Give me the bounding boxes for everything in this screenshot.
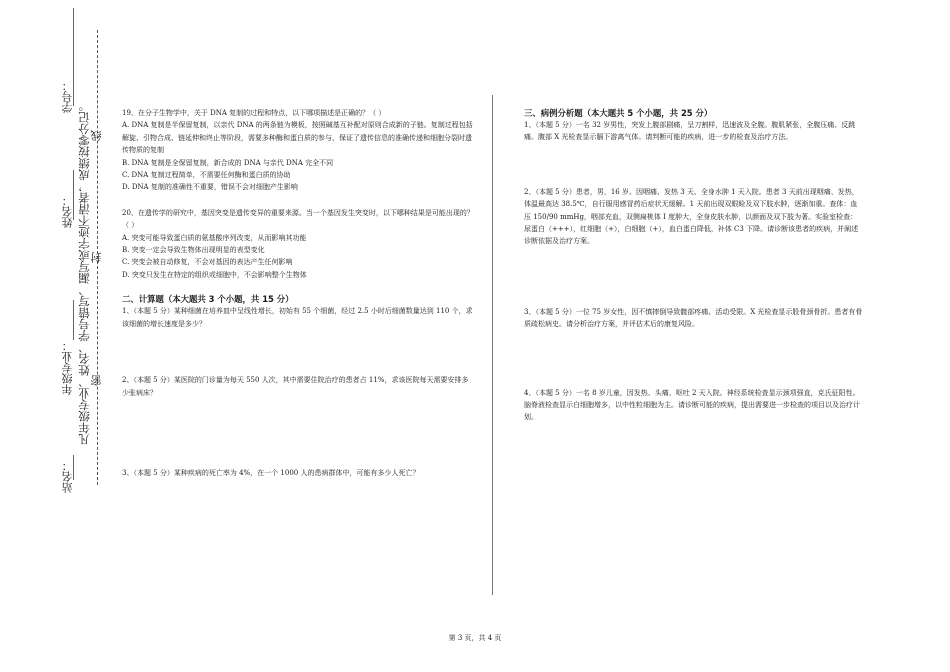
seal-char-secret: 密 [90,375,103,386]
calc-question-3: 3、（本题 5 分）某种疾病的死亡率为 4%，在一个 1000 人的患病群体中，可能有多少人死亡？ [122,468,420,477]
section-2-title: 二、计算题（本大题共 3 个小题，共 15 分） [122,294,294,305]
case-question-2: 2、（本题 5 分）患者，男，16 岁。因咽痛、发热 3 天、全身水肿 1 天入院。患者 3 天前出现咽痛、发热，体温最高达 38.5℃，自行服用感冒药后症状无缓解。1 天前出现双眼睑及双下肢水肿，逐渐加重。查体：血压 150/90 mmHg，咽部充血，双侧扁桃体 I 度肿大，全身皮肤水肿，以颜面及双下肢为著。实验室检查：尿蛋白（+++），红细胞（+），白细胞（+），血白蛋白降低，补体 C3 下降。请诊断该患者的疾病，并阐述诊断依据及治疗方案。 [524,187,859,246]
case-question-4: 4、（本题 5 分）一名 8 岁儿童，因发热、头痛、呕吐 2 天入院。神经系统检查显示颈项强直，克氏征阳性。脑脊液检查显示白细胞增多，以中性粒细胞为主。请诊断可能的疾病，提出需要进一步检查的项目以及治疗计划。 [524,388,860,422]
calc-question-2: 2、（本题 5 分）某医院的门诊量为每天 550 人次，其中需要住院治疗的患者占 11%，求该医院每天需要安排多少张病床？ [122,376,469,397]
right-column [524,107,864,424]
question-19-option-c: C. DNA 复制过程简单，不需要任何酶和蛋白质的协助 [122,171,291,180]
question-19-option-d: D. DNA 复制的准确性不重要，错误不会对细胞产生影响 [122,183,298,192]
question-20-option-d: D. 突变只发生在特定的组织或细胞中，不会影响整个生物体 [122,270,307,279]
grade-major-label: 年级专业： [61,340,74,395]
school-label: 站名： [61,460,74,493]
question-19-option-b: B. DNA 复制是全保留复制，新合成的 DNA 与亲代 DNA 完全不同 [122,158,334,167]
grade-major-underline [73,300,74,340]
seal-char-line: 线 [90,130,103,141]
question-20-option-b: B. 突变一定会导致生物体出现明显的表型变化 [122,246,265,255]
student-id-label: 学号： [61,80,74,113]
notice-line: 凡年级专业、姓名、学号错写、漏写或字迹不清者，成绩按零分记。 [77,100,91,445]
seal-char-seal: 封 [90,252,103,263]
question-19-stem: 19、在分子生物学中，关于 DNA 复制的过程和特点，以下哪项描述是正确的？（ ） [122,109,386,117]
section-3-title: 三、病例分析题（本大题共 5 个小题，共 25 分） [524,108,713,118]
question-20-option-c: C. 突变会被自动修复，不会对基因的表达产生任何影响 [122,258,293,267]
question-20-stem: 20、在遗传学的研究中，基因突变是遗传变异的重要来源。当一个基因发生突变时，以下哪种结果是可能出现的？（ ） [122,208,474,230]
left-column [122,107,474,479]
column-divider [492,95,493,595]
question-20-option-a: A. 突变可能导致蛋白质的氨基酸序列改变，从而影响其功能 [122,233,307,242]
question-19-option-a: A. DNA 复制是半保留复制，以亲代 DNA 的两条链为模板，按照碱基互补配对原则合成新的子链。复制过程包括解旋、引物合成、链延伸和终止等阶段，需要多种酶和蛋白质的参与，保证了遗传信息的准确传递和细胞分裂时遗传物质的复制 [122,121,473,155]
binding-margin [0,0,110,672]
name-label: 姓名： [61,195,74,228]
case-question-3: 3、（本题 5 分）一位 75 岁女性，因不慎摔倒导致髋部疼痛、活动受限。X 光检查显示股骨颈骨折。患者有骨质疏松病史。请分析治疗方案，并评估术后的康复风险。 [524,307,863,329]
case-question-1: 1、（本题 5 分）一名 32 岁男性，突发上腹部剧痛，呈刀割样，迅速波及全腹。腹肌紧张，全腹压痛、反跳痛。腹部 X 光检查显示膈下游离气体。请判断可能的疾病，进一步的检查及治疗方法。 [524,121,856,142]
calc-question-1: 1、（本题 5 分）某种细菌在培养皿中呈线性增长，初始有 55 个细菌，经过 2.5 小时后细菌数量达到 110 个，求该细菌的增长速度是多少？ [122,307,473,328]
page-footer: 第 3 页，共 4 页 [448,634,502,642]
